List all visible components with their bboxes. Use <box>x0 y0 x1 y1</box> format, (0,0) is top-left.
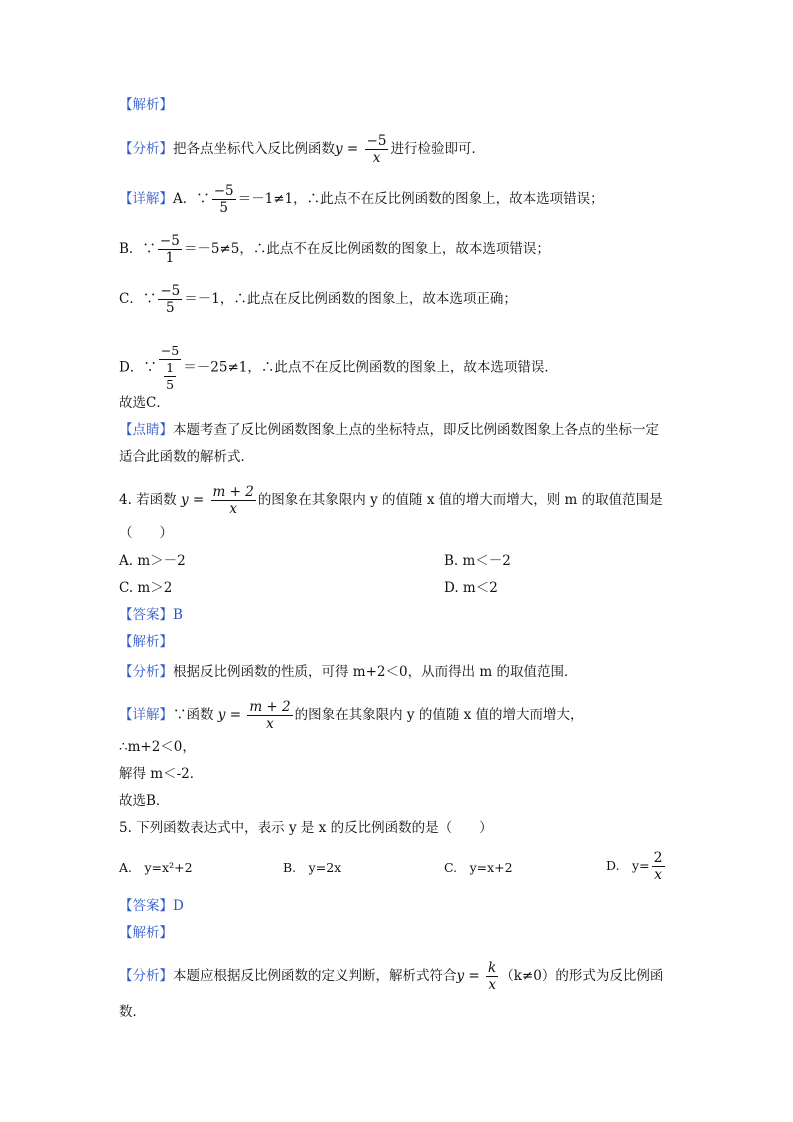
option-a-label: A．∵ <box>173 191 210 207</box>
denominator: x <box>372 150 381 166</box>
fraction <box>158 283 182 316</box>
detail-option-b <box>119 233 550 266</box>
denominator: x <box>229 501 237 517</box>
jiexi-heading: 【解析】 <box>119 97 173 113</box>
inner-numerator: 1 <box>166 360 175 375</box>
var-y: y <box>335 141 343 157</box>
numerator: k <box>488 960 497 976</box>
option-b-text: ＝－5≠5，∴此点不在反比例函数的图象上，故本选项错误； <box>183 241 550 257</box>
detail-option-a <box>119 183 604 216</box>
fenxi-text: 根据反比例函数的性质，可得 m+2＜0，从而得出 m 的取值范围． <box>173 664 578 680</box>
detail-option-c <box>119 283 517 316</box>
question-4-paren: （ ） <box>119 525 173 541</box>
denominator: x <box>654 867 662 883</box>
fraction <box>212 183 236 216</box>
option-c-text: ＝－1，∴此点在反比例函数的图象上，故本选项正确； <box>184 291 517 307</box>
fraction <box>365 133 389 166</box>
var-y: y <box>180 492 189 508</box>
q4-step-1: ∴m+2＜0， <box>119 739 196 755</box>
q5-fenxi-paragraph <box>119 960 663 993</box>
question-4-number: 4. 若函数 <box>119 492 177 508</box>
fenxi-tag: 【分析】 <box>119 968 173 984</box>
q4-fenxi-paragraph <box>119 662 577 682</box>
choose-answer: 故选C． <box>119 395 170 411</box>
q4-option-b[interactable]: B. m＜－2 <box>444 553 511 569</box>
dianjing-text: 本题考查了反比例函数图象上点的坐标特点，即反比例函数图象上各点的坐标一定 <box>173 422 659 438</box>
denominator: 1 <box>165 250 175 266</box>
fraction <box>158 233 182 266</box>
q4-option-c[interactable]: C. m＞2 <box>119 580 173 596</box>
var-y: y <box>217 707 226 723</box>
q5-option-d[interactable] <box>606 850 667 883</box>
fenxi-tag: 【分析】 <box>119 141 173 157</box>
inner-denominator: 5 <box>166 377 175 392</box>
dianjing-tag: 【点睛】 <box>119 422 173 438</box>
option-d-label: D. y= <box>606 858 650 873</box>
fraction <box>652 850 665 883</box>
fenxi-paragraph <box>119 133 485 166</box>
denominator: x <box>488 977 496 993</box>
q5-fenxi-continued: 数． <box>119 1004 146 1020</box>
fenxi-tag: 【分析】 <box>119 664 173 680</box>
numerator: −5 <box>160 343 180 358</box>
nested-fraction <box>159 343 181 393</box>
q5-option-b[interactable]: B. y=2x <box>283 860 342 875</box>
numerator: −5 <box>159 233 180 249</box>
question-5-stem: 5. 下列函数表达式中，表示 y 是 x 的反比例函数的是（ ） <box>119 820 493 836</box>
dianjing-continued: 适合此函数的解析式． <box>119 449 254 465</box>
xiangjie-pre: ∵函数 <box>173 707 214 723</box>
numerator: 2 <box>653 850 663 866</box>
denominator: 5 <box>219 200 228 216</box>
q4-option-a[interactable]: A. m＞－2 <box>119 553 186 569</box>
option-d-text: 25≠1，∴此点不在反比例函数的图象上，故本选项错误． <box>210 359 558 376</box>
option-d-label: D．∵ <box>119 359 157 376</box>
numerator: −5 <box>160 283 181 299</box>
fenxi-text: 把各点坐标代入反比例函数 <box>173 141 335 157</box>
option-b-label: B．∵ <box>119 241 156 257</box>
numerator: m + 2 <box>249 699 291 715</box>
fenxi-text-end: 的形式为反比例函 <box>555 968 664 984</box>
numerator: −5 <box>366 133 387 149</box>
q5-answer: 【答案】D <box>119 898 184 914</box>
fraction <box>247 699 292 732</box>
fenxi-text-end: 进行检验即可． <box>390 141 485 157</box>
numerator: −5 <box>213 183 234 199</box>
q5-option-a[interactable]: A. y=x²+2 <box>119 860 193 875</box>
option-d-mid: ＝－ <box>183 359 211 376</box>
var-y: y <box>456 968 465 984</box>
equals: = <box>342 141 363 157</box>
option-a-text: ＝－1≠1，∴此点不在反比例函数的图象上，故本选项错误； <box>237 191 604 207</box>
question-4-text: 的图象在其象限内 y 的值随 x 值的增大而增大，则 m 的取值范围是 <box>257 492 663 508</box>
fraction <box>486 960 498 993</box>
denominator: x <box>266 716 274 732</box>
q4-choose-answer: 故选B． <box>119 793 170 809</box>
q4-answer: 【答案】B <box>119 607 183 623</box>
question-4-stem <box>119 484 663 517</box>
q4-step-2: 解得 m＜-2． <box>119 766 204 782</box>
q5-jiexi-heading: 【解析】 <box>119 925 173 941</box>
dianjing-paragraph <box>119 420 659 440</box>
q4-xiangjie-paragraph <box>119 699 584 732</box>
q4-option-d[interactable]: D. m＜2 <box>444 580 498 596</box>
option-c-label: C．∵ <box>119 291 157 307</box>
fraction <box>211 484 256 517</box>
denominator-fraction <box>159 360 181 393</box>
equals: = <box>225 707 246 723</box>
fenxi-condition: （k≠0） <box>500 968 556 984</box>
equals: = <box>188 492 209 508</box>
xiangjie-text: 的图象在其象限内 y 的值随 x 值的增大而增大， <box>294 707 584 723</box>
xiangjie-tag: 【详解】 <box>119 707 173 723</box>
q4-jiexi-heading: 【解析】 <box>119 634 173 650</box>
detail-option-d <box>119 343 558 393</box>
q5-option-c[interactable]: C. y=x+2 <box>444 860 513 875</box>
denominator: 5 <box>166 300 175 316</box>
numerator: m + 2 <box>212 484 254 500</box>
fenxi-text: 本题应根据反比例函数的定义判断，解析式符合 <box>173 968 457 984</box>
equals: = <box>464 968 485 984</box>
xiangjie-tag: 【详解】 <box>119 191 173 207</box>
